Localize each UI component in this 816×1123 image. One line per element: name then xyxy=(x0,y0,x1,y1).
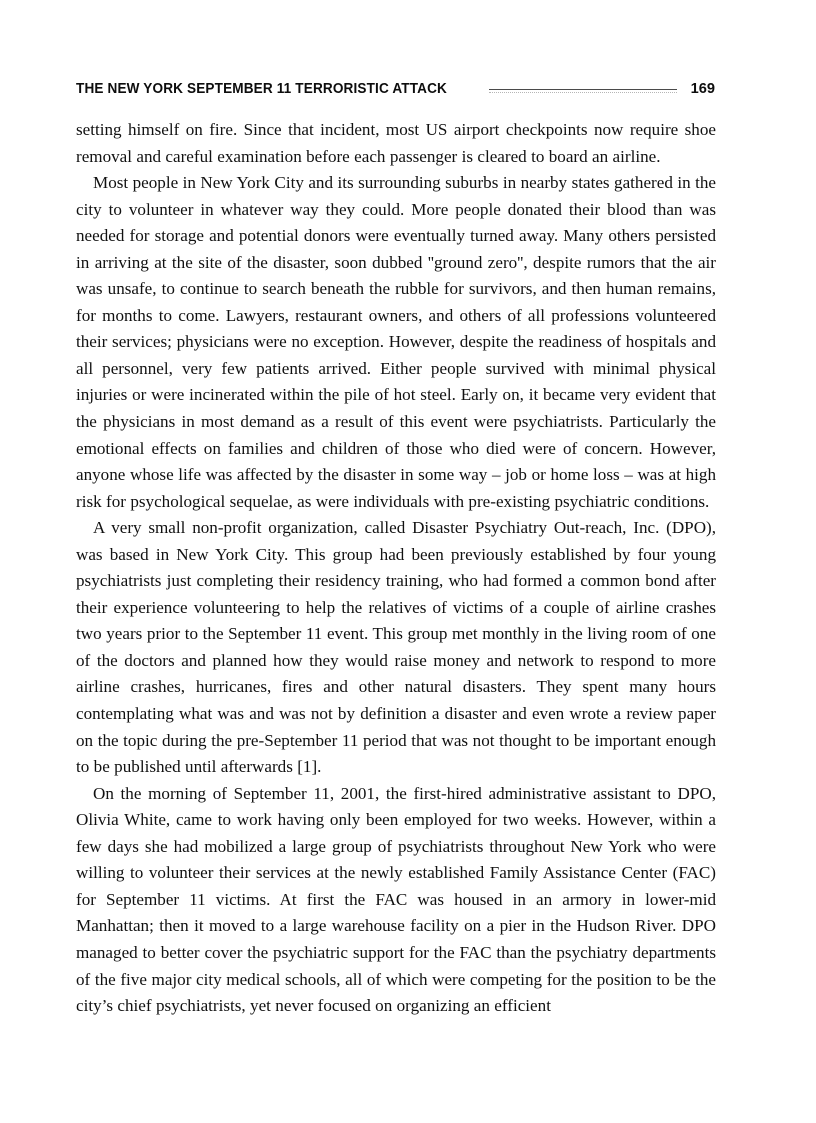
running-head-leader-rule xyxy=(489,85,677,95)
running-head xyxy=(76,78,715,100)
paragraph-olivia-white-fac: On the morning of September 11, 2001, the first-hired administrative assistant to DPO, Olivia White, came to work having only been employed for two weeks. However, within a few days she had mobilized a large group of psychiatrists throughout New York who were willing to volunteer their services at the newly established Family Assistance Center (FAC) for September 11 victims. At first the FAC was housed in an armory in lower-mid Manhattan; then it moved to a large warehouse facility on a pier in the Hudson River. DPO managed to better cover the psychiatric support for the FAC than the psychiatry departments of the five major city medical schools, all of which were competing for the position to be the city’s chief psychiatrists, yet never focused on organizing an efficient xyxy=(76,783,716,1016)
paragraph-volunteers-ground-zero: Most people in New York City and its surrounding suburbs in nearby states gathered in the city to volunteer in whatever way they could. More people donated their blood than was needed for storage and potential donors were eventually turned away. Many others persisted in arriving at the site of the disaster, soon dubbed ''ground zero'', despite rumors that the air was unsafe, to continue to search beneath the rubble for survivors, and then human remains, for months to come. Lawyers, restaurant owners, and others of all professions volunteered their services; physicians were no exception. However, despite the readiness of hospitals and all personnel, very few patients arrived. Either people survived with minimal physical injuries or were incinerated within the pile of hot steel. Early on, it became very evident that the physicians in most demand as a result of this event were psychiatrists. Particularly the emotional effects on families and children of those who died were of concern. However, anyone whose life was affected by the disaster in some way – job or home loss – was at high risk for psychological sequelae, as were individuals with pre-existing psychiatric conditions. xyxy=(76,173,716,511)
paragraph-dpo-background: A very small non-profit organization, called Disaster Psychiatry Out-reach, Inc. (DPO), was based in New York City. This group had been previously established by four young psychiatrists just completing their residency training, who had formed a common bond after their experience volunteering to help the relatives of victims of a couple of airline crashes two years prior to the September 11 event. This group met monthly in the living room of one of the doctors and planned how they would raise money and network to respond to more airline crashes, hurricanes, fires and other natural disasters. They spent many hours contemplating what was and was not by definition a disaster and even wrote a review paper on the topic during the pre-September 11 period that was not thought to be important enough to be published until afterwards [1]. xyxy=(76,518,716,777)
paragraph-continued-airport-security: setting himself on fire. Since that incident, most US airport checkpoints now require shoe removal and careful examination before each passenger is cleared to board an airline. xyxy=(76,120,716,166)
page-number: 169 xyxy=(690,81,715,97)
running-head-title: THE NEW YORK SEPTEMBER 11 TERRORISTIC ATTACK xyxy=(76,81,448,97)
body-text-column xyxy=(76,117,716,1020)
